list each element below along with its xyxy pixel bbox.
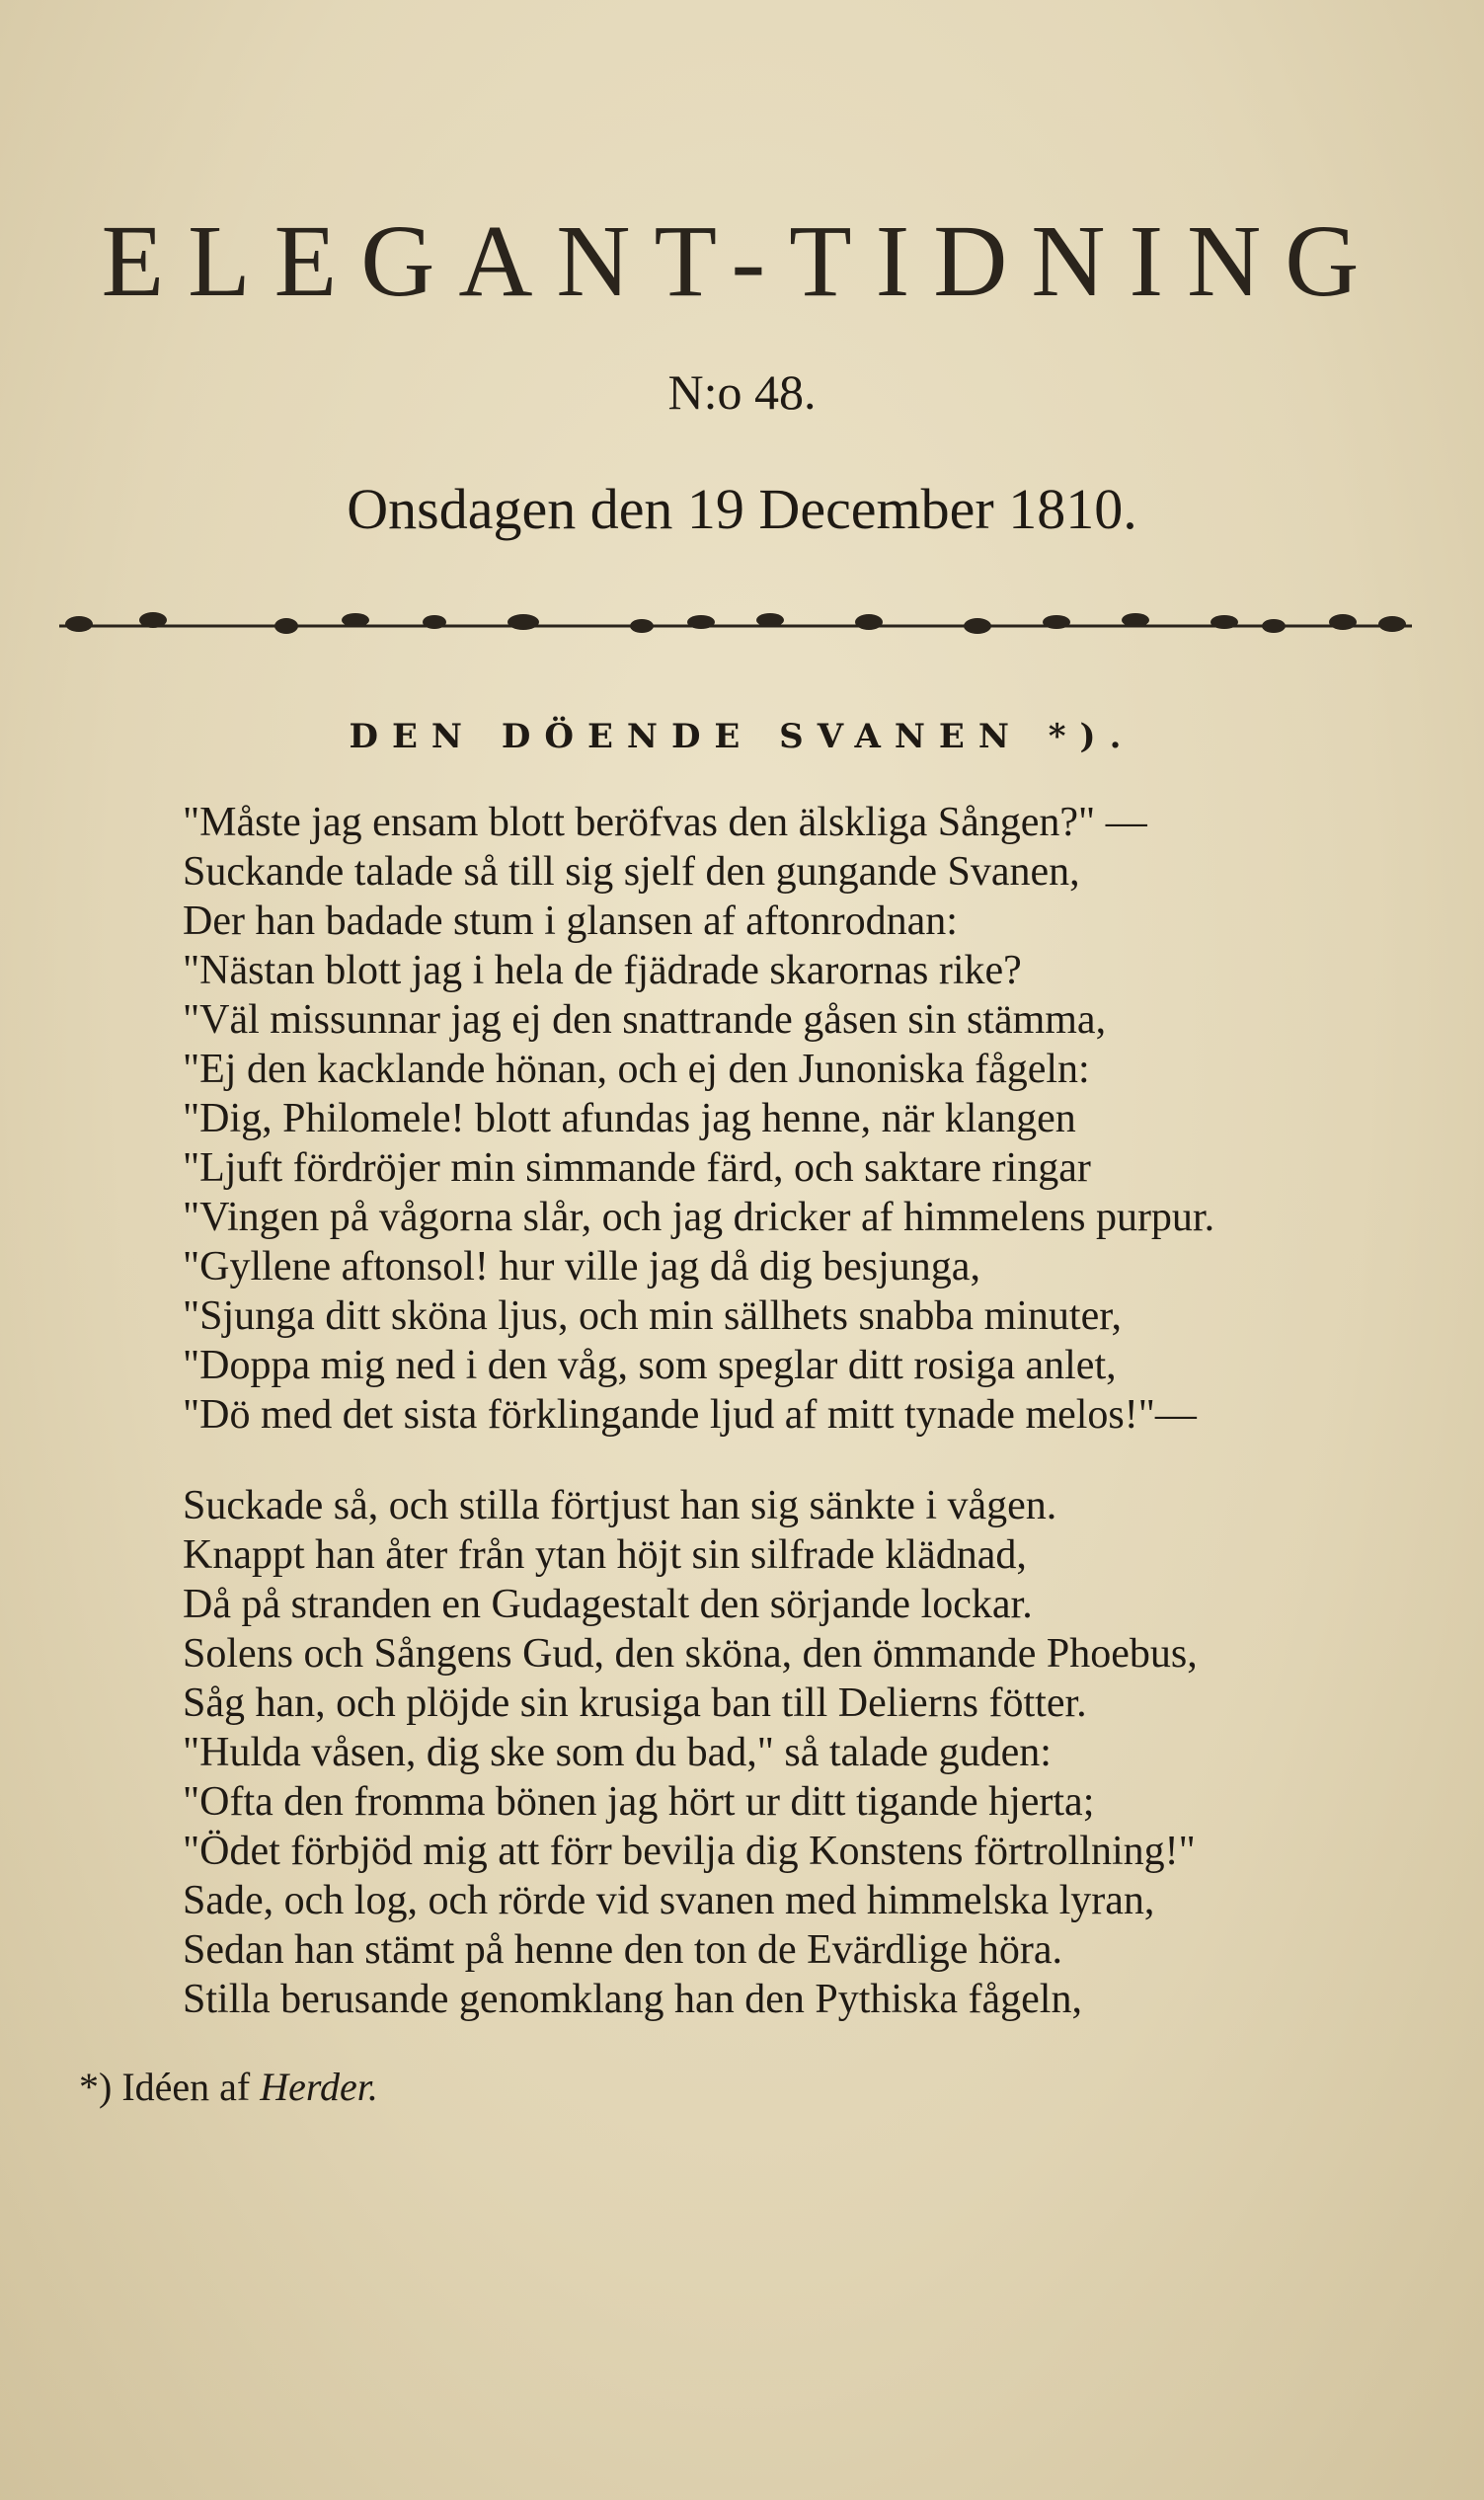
- poem-line: "Doppa mig ned i den våg, som speglar ditt rosiga anlet,: [183, 1343, 1117, 1388]
- dateline: Onsdagen den 19 December 1810.: [347, 477, 1137, 541]
- poem-line: "Dig, Philomele! blott afundas jag henne, när klangen: [183, 1096, 1076, 1141]
- issue-number: N:o 48.: [667, 364, 817, 420]
- ornamental-rule: [59, 604, 1412, 644]
- poem-line: "Ödet förbjöd mig att förr bevilja dig Konstens förtrollning!": [183, 1829, 1196, 1874]
- poem-line: Stilla berusande genomklang han den Pythiska fågeln,: [183, 1977, 1082, 2022]
- poem-line: Suckande talade så till sig sjelf den gungande Svanen,: [183, 849, 1080, 895]
- poem-line: "Ej den kacklande hönan, och ej den Junoniska fågeln:: [183, 1047, 1090, 1092]
- poem-line: "Dö med det sista förklingande ljud af mitt tynade melos!"—: [183, 1392, 1197, 1438]
- poem-line: "Ljuft fördröjer min simmande färd, och saktare ringar: [183, 1145, 1091, 1191]
- poem-line: Solens och Sångens Gud, den sköna, den ömmande Phoebus,: [183, 1631, 1198, 1677]
- poem-line: Suckade så, och stilla förtjust han sig sänkte i vågen.: [183, 1483, 1057, 1528]
- poem-line: "Väl missunnar jag ej den snattrande gåsen sin stämma,: [183, 997, 1107, 1043]
- stanza-1: [183, 798, 1427, 1440]
- footnote-marker: *) Idéen af: [79, 2065, 251, 2109]
- poem-line: Då på stranden en Gudagestalt den sörjande lockar.: [183, 1582, 1033, 1627]
- poem-line: Sade, och log, och rörde vid svanen med himmelska lyran,: [183, 1878, 1155, 1923]
- footnote: [79, 2064, 378, 2110]
- poem-line: "Ofta den fromma bönen jag hört ur ditt tigande hjerta;: [183, 1779, 1095, 1825]
- masthead-title: ELEGANT-TIDNING: [101, 204, 1383, 318]
- footnote-author: Herder.: [260, 2065, 378, 2109]
- poem-line: "Gyllene aftonsol! hur ville jag då dig besjunga,: [183, 1244, 980, 1289]
- poem-line: "Nästan blott jag i hela de fjädrade skarornas rike?: [183, 948, 1022, 993]
- poem-line: Sedan han stämt på henne den ton de Evärdlige höra.: [183, 1927, 1063, 1973]
- poem-title: DEN DÖENDE SVANEN *).: [349, 717, 1135, 756]
- stanza-2: [183, 1481, 1427, 2024]
- poem-line: "Hulda våsen, dig ske som du bad," så talade guden:: [183, 1730, 1052, 1775]
- poem-line: "Vingen på vågorna slår, och jag dricker af himmelens purpur.: [183, 1195, 1215, 1240]
- poem-line: "Sjunga ditt sköna ljus, och min sällhets snabba minuter,: [183, 1293, 1123, 1339]
- poem-line: Såg han, och plöjde sin krusiga ban till Delierns fötter.: [183, 1680, 1087, 1726]
- poem-line: "Måste jag ensam blott beröfvas den älskliga Sången?" —: [183, 800, 1147, 845]
- poem-line: Der han badade stum i glansen af aftonrodnan:: [183, 898, 958, 944]
- poem-line: Knappt han åter från ytan höjt sin silfrade klädnad,: [183, 1532, 1027, 1578]
